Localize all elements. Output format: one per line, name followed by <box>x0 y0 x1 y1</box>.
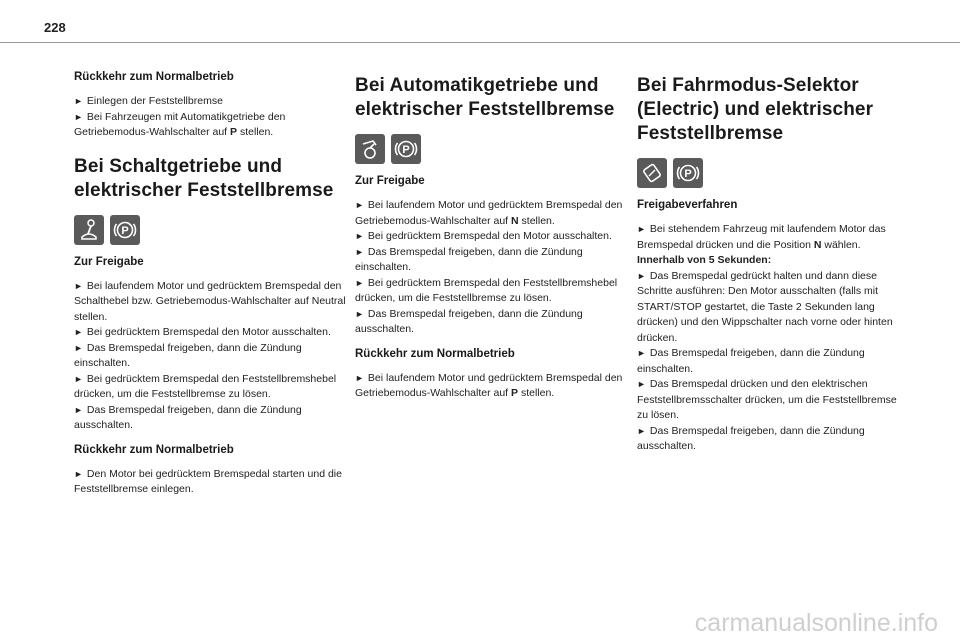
step: ► Bei gedrücktem Bremspedal den Motor ausschalten. <box>355 230 612 242</box>
arrow-icon: ► <box>74 468 83 479</box>
heading-release-procedure: Freigabeverfahren <box>637 199 738 211</box>
step: ► Das Bremspedal freigeben, dann die Zündung einschalten. <box>355 245 583 273</box>
step: ► Den Motor bei gedrücktem Bremspedal starten und die Feststellbremse einlegen. <box>74 467 342 495</box>
step: ► Bei Fahrzeugen mit Automatikgetriebe den Getriebemodus-Wahlschalter auf P stellen. <box>74 110 286 138</box>
arrow-icon: ► <box>637 425 646 436</box>
arrow-icon: ► <box>355 308 364 319</box>
arrow-icon: ► <box>637 379 646 389</box>
arrow-icon: ► <box>355 231 364 241</box>
svg-text:P: P <box>684 168 692 180</box>
arrow-icon: ► <box>74 111 83 122</box>
parking-brake-icon <box>110 215 140 245</box>
arrow-icon: ► <box>74 342 83 353</box>
watermark: carmanualsonline.info <box>694 609 938 637</box>
step: ► Bei laufendem Motor und gedrücktem Bremspedal den Getriebemodus-Wahlschalter auf P stellen. <box>355 371 623 399</box>
arrow-icon: ► <box>355 372 364 383</box>
arrow-icon: ► <box>74 96 83 106</box>
arrow-icon: ► <box>355 246 364 257</box>
step: ► Bei laufendem Motor und gedrücktem Bremspedal den Schalthebel bzw. Getriebemodus-Wahlschalter auf Neutral stellen. <box>74 279 346 323</box>
icon-row <box>355 134 627 164</box>
heading-return-normal-1: Rückkehr zum Normalbetrieb <box>74 71 234 83</box>
subheading-within-5-seconds: Innerhalb von 5 Sekunden: <box>637 254 772 266</box>
arrow-icon: ► <box>355 200 364 210</box>
gear-lever-icon <box>74 215 104 245</box>
step: ► Bei gedrücktem Bremspedal den Motor ausschalten. <box>74 326 331 338</box>
page-number: 228 <box>44 20 66 35</box>
arrow-icon: ► <box>637 224 646 234</box>
svg-text:P: P <box>402 144 410 156</box>
header-rule <box>0 42 960 43</box>
column-manual-gearbox <box>74 70 346 498</box>
arrow-icon: ► <box>74 404 83 415</box>
svg-text:P: P <box>121 224 129 237</box>
arrow-icon: ► <box>74 373 83 384</box>
arrow-icon: ► <box>74 327 83 337</box>
section-title-automatic: Bei Automatikgetriebe und elektrischer Feststellbremse <box>355 75 615 120</box>
step: ► Das Bremspedal gedrückt halten und dann diese Schritte ausführen: Den Motor ausschalten (falls mit START/STOP gestartet, die Taste 2 Sekunden lang drücken) und den Wippschalter nach vorne oder hinten drücken. <box>637 269 893 344</box>
heading-release: Zur Freigabe <box>74 255 144 268</box>
column-drive-selector <box>637 74 909 455</box>
step: ► Das Bremspedal freigeben, dann die Zündung ausschalten. <box>637 424 865 452</box>
section-title-manual: Bei Schaltgetriebe und elektrischer Feststellbremse <box>74 155 334 201</box>
automatic-selector-icon <box>355 134 385 164</box>
heading-release: Zur Freigabe <box>355 175 425 187</box>
step: ► Bei gedrücktem Bremspedal den Feststellbremshebel drücken, um die Feststellbremse zu lösen. <box>74 372 337 400</box>
drive-selector-icon <box>637 158 667 188</box>
step: ► Bei gedrücktem Bremspedal den Feststellbremshebel drücken, um die Feststellbremse zu lösen. <box>355 276 618 304</box>
icon-row <box>74 215 346 245</box>
step: ► Das Bremspedal freigeben, dann die Zündung einschalten. <box>74 341 302 369</box>
heading-return-normal-2: Rückkehr zum Normalbetrieb <box>74 443 234 456</box>
step: ► Das Bremspedal freigeben, dann die Zündung ausschalten. <box>355 307 583 335</box>
heading-return-normal: Rückkehr zum Normalbetrieb <box>355 347 515 360</box>
arrow-icon: ► <box>637 270 646 281</box>
arrow-icon: ► <box>637 348 646 358</box>
step: ► Bei stehendem Fahrzeug mit laufendem Motor das Bremspedal drücken und die Position N wählen. <box>637 223 886 251</box>
arrow-icon: ► <box>74 280 83 291</box>
section-title-drive-selector: Bei Fahrmodus-Selektor (Electric) und elektrischer Feststellbremse <box>637 75 874 144</box>
column-automatic-gearbox <box>355 74 627 402</box>
parking-brake-icon <box>391 134 421 164</box>
parking-brake-icon <box>673 158 703 188</box>
step: ► Das Bremspedal drücken und den elektrischen Feststellbremsschalter drücken, um die Feststellbremse zu lösen. <box>637 378 897 421</box>
icon-row <box>637 158 909 188</box>
step: ► Das Bremspedal freigeben, dann die Zündung ausschalten. <box>74 403 302 431</box>
step: ► Bei laufendem Motor und gedrücktem Bremspedal den Getriebemodus-Wahlschalter auf N stellen. <box>355 199 623 227</box>
arrow-icon: ► <box>355 277 364 288</box>
step: ► Das Bremspedal freigeben, dann die Zündung einschalten. <box>637 347 865 375</box>
step: ► Einlegen der Feststellbremse <box>74 95 223 107</box>
